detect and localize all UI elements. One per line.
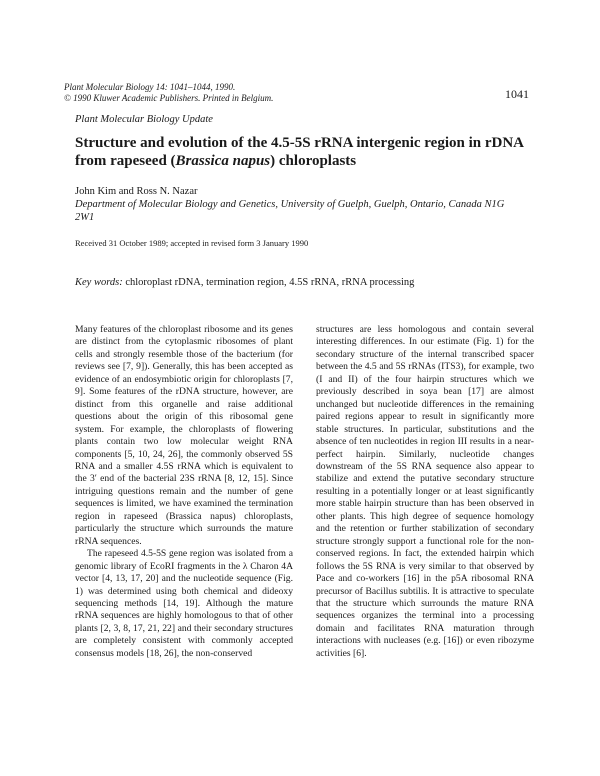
paragraph: Many features of the chloroplast ribosome and its genes are distinct from the cytoplasmic ribosomes of plant cells and strongly resemble those of the bacterium (for reviews see [7, 9]). Generally, this has been accepted as evidence of an endosymbiotic origin for chloroplasts [7, 9]. Some features of the rDNA structure, however, are distinct from this organelle and raise additional questions about the origin of this ribosomal gene system. For example, the chloroplasts of flowering plants contain two low molecular weight RNA components [5, 10, 24, 26], the commonly observed 5S RNA and a smaller 4.5S rRNA which is equivalent to the 3′ end of the bacterial 23S rRNA [8, 12, 15]. Since intriguing questions remain and the number of gene sequences is limited, we have examined the termination region in rapeseed (Brassica napus) chloroplasts, particularly the structure which surrounds the mature rRNA sequences. xyxy=(75,324,293,547)
species-name: Brassica napus xyxy=(175,153,271,169)
received-dates: Received 31 October 1989; accepted in revised form 3 January 1990 xyxy=(75,238,309,248)
affiliation-line-1: Department of Molecular Biology and Genetics, University of Guelph, Guelph, Ontario, Canada N1G xyxy=(75,199,505,210)
journal-line-2: © 1990 Kluwer Academic Publishers. Printed in Belgium. xyxy=(64,93,274,103)
affiliation-line-2: 2W1 xyxy=(75,212,95,223)
article-title xyxy=(75,134,545,170)
page-number: 1041 xyxy=(505,87,529,101)
keywords xyxy=(75,277,414,288)
authors: John Kim and Ross N. Nazar xyxy=(75,186,198,197)
journal-citation xyxy=(64,82,273,104)
title-line-1: Structure and evolution of the 4.5-5S rRNA intergenic region in rDNA xyxy=(75,135,525,151)
journal-line-1: Plant Molecular Biology 14: 1041–1044, 1990. xyxy=(64,82,236,92)
body-column-right xyxy=(316,324,534,660)
title-line-2: from rapeseed (Brassica napus) chloroplasts xyxy=(75,153,357,169)
affiliation xyxy=(75,198,535,224)
section-label: Plant Molecular Biology Update xyxy=(75,114,213,125)
keywords-label: Key words: xyxy=(75,277,123,288)
paragraph: The rapeseed 4.5-5S gene region was isolated from a genomic library of EcoRI fragments in the λ Charon 4A vector [4, 13, 17, 20] and the nucleotide sequence (Fig. 1) was determined using both chemical and dideoxy sequencing methods [14, 19]. Although the mature rRNA sequences are highly homologous to that of other plants [2, 3, 8, 17, 21, 22] and their secondary structures are completely consistent with commonly accepted consensus models [18, 26], the non-conserved xyxy=(75,548,293,659)
paragraph: structures are less homologous and contain several interesting differences. In our estimate (Fig. 1) for the secondary structure of the internal transcribed spacer between the 4.5 and 5S rRNAs (ITS3), for example, two (I and II) of the four hairpin structures which we previously described in soya bean [17] are almost unchanged but nucleotide differences in the remaining paired regions appear to result in significantly more stable structures. In particular, substitutions and the absence of ten nucleotides in region III results in a near-perfect hairpin. Similarly, nucleotide changes downstream of the 5S RNA sequence also appear to stabilize and extend the putative secondary structure resulting in a potentially longer or at least significantly more stable hairpin structure than has been observed in other plants. This high degree of sequence homology and the retention or further stabilization of secondary structure strongly support a functional role for the non-conserved regions. In fact, the extended hairpin which follows the 5S RNA is very similar to that observed by Pace and co-workers [16] in the p5A ribosomal RNA precursor of Bacillus subtilis. It is attractive to speculate that the structure which surrounds the mature RNA sequences organizes the terminal into a processing domain and facilitates RNA maturation through interactions with nucleases (e.g. [16]) or even ribozyme activities [6]. xyxy=(316,324,534,659)
keywords-text: chloroplast rDNA, termination region, 4.5S rRNA, rRNA processing xyxy=(125,277,415,288)
body-column-left xyxy=(75,324,293,660)
